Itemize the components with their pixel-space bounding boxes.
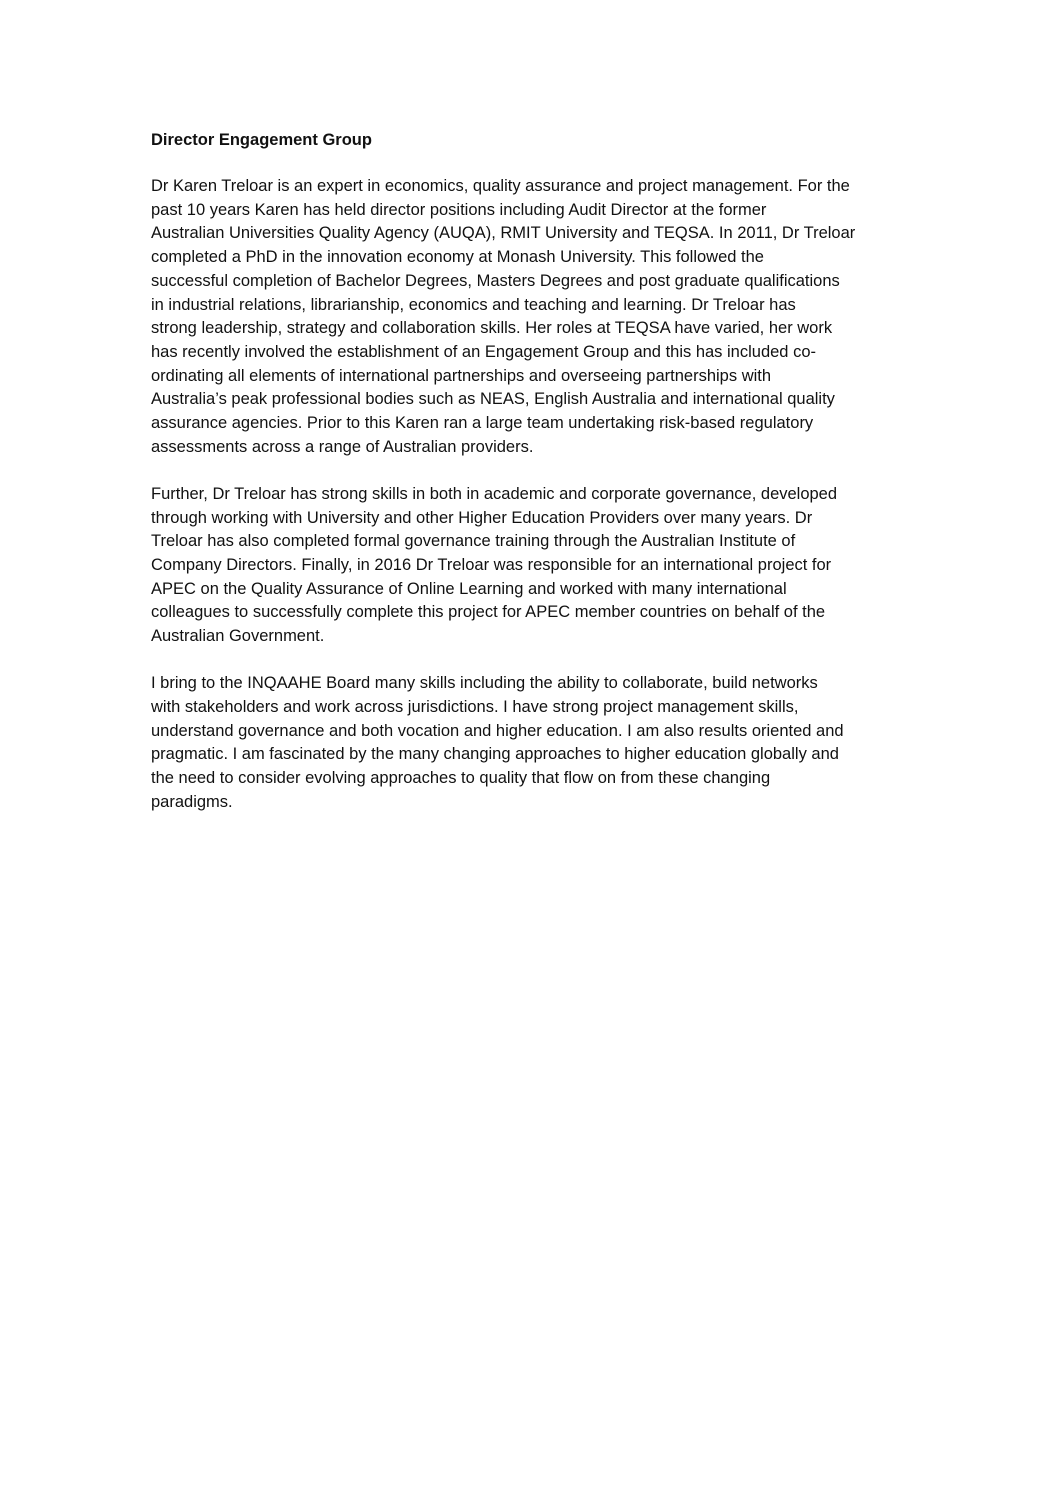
paragraph-line: pragmatic. I am fascinated by the many changing approaches to higher education globally and [151, 745, 839, 764]
paragraph-line: colleagues to successfully complete this project for APEC member countries on behalf of the [151, 603, 826, 622]
paragraph-3 [151, 672, 911, 814]
document-heading: Director Engagement Group [151, 131, 372, 149]
paragraph-line: I bring to the INQAAHE Board many skills including the ability to collaborate, build networks [151, 674, 818, 693]
paragraph-line: through working with University and other Higher Education Providers over many years. Dr [151, 508, 813, 527]
paragraph-line: the need to consider evolving approaches to quality that flow on from these changing [151, 769, 771, 788]
paragraph-line: strong leadership, strategy and collaboration skills. Her roles at TEQSA have varied, her work [151, 319, 833, 338]
paragraph-2 [151, 483, 911, 649]
paragraph-line: has recently involved the establishment of an Engagement Group and this has included co- [151, 342, 816, 361]
paragraph-line: Australian Government. [151, 627, 325, 646]
paragraph-line: Company Directors. Finally, in 2016 Dr Treloar was responsible for an international project for [151, 556, 832, 575]
paragraph-line: APEC on the Quality Assurance of Online Learning and worked with many international [151, 579, 787, 598]
paragraph-line: Dr Karen Treloar is an expert in economics, quality assurance and project management. For the [151, 177, 850, 195]
paragraph-line: Further, Dr Treloar has strong skills in both in academic and corporate governance, developed [151, 484, 838, 503]
paragraph-line: in industrial relations, librarianship, economics and teaching and learning. Dr Treloar has [151, 295, 796, 314]
paragraph-1 [151, 175, 911, 459]
paragraph-line: with stakeholders and work across jurisdictions. I have strong project management skills, [151, 698, 799, 717]
paragraph-line: ordinating all elements of international partnerships and overseeing partnerships with [151, 366, 772, 385]
paragraph-line: paradigms. [151, 792, 233, 811]
paragraph-line: completed a PhD in the innovation economy at Monash University. This followed the [151, 248, 764, 267]
paragraph-line: assessments across a range of Australian providers. [151, 437, 534, 456]
paragraph-line: Treloar has also completed formal governance training through the Australian Institute of [151, 532, 796, 551]
paragraph-line: successful completion of Bachelor Degrees, Masters Degrees and post graduate qualifications [151, 271, 840, 290]
paragraph-line: past 10 years Karen has held director positions including Audit Director at the former [151, 200, 767, 219]
document-body [151, 128, 911, 838]
paragraph-line: Australia’s peak professional bodies such as NEAS, English Australia and international quality [151, 390, 835, 409]
paragraph-line: assurance agencies. Prior to this Karen ran a large team undertaking risk-based regulatory [151, 414, 814, 433]
paragraph-line: Australian Universities Quality Agency (AUQA), RMIT University and TEQSA. In 2011, Dr Treloar [151, 224, 856, 243]
paragraph-line: understand governance and both vocation and higher education. I am also results oriented and [151, 721, 844, 740]
